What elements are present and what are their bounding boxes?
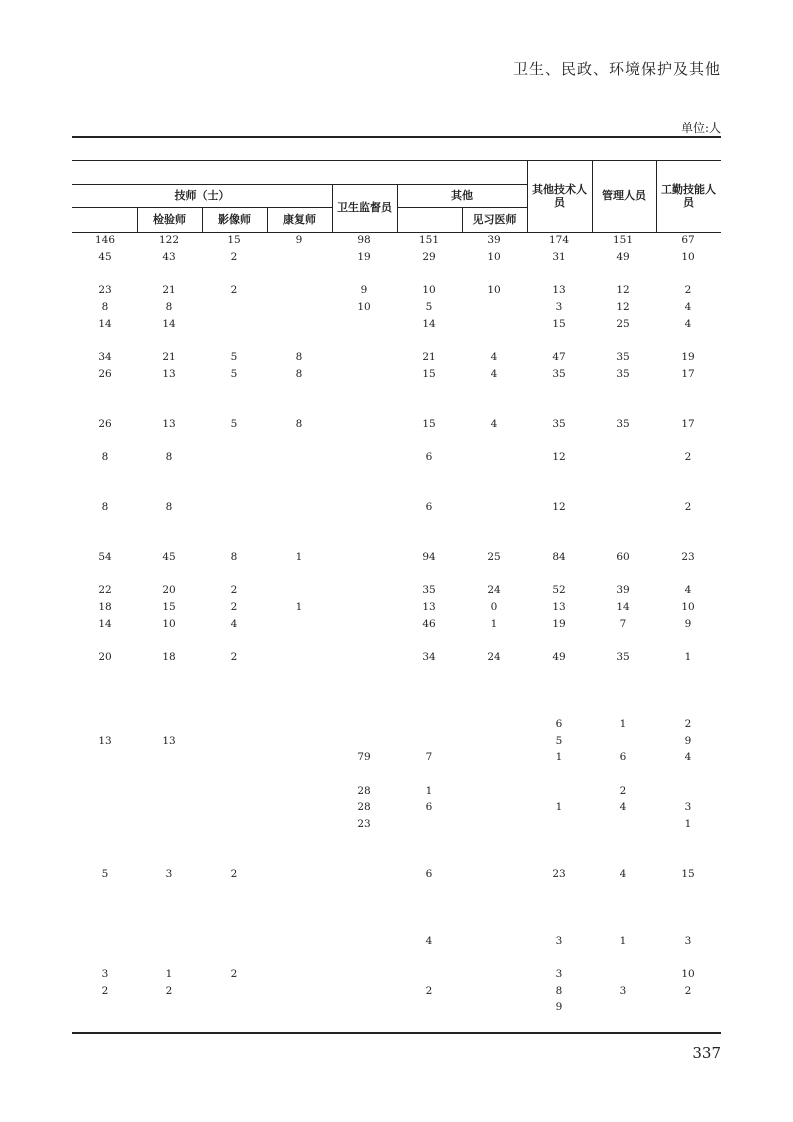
table-row — [72, 649, 721, 665]
table-cell: 5 — [555, 735, 563, 747]
table-cell: 7 — [619, 618, 627, 630]
table-cell: 8 — [295, 418, 303, 430]
table-cell: 67 — [681, 234, 695, 246]
table-cell: 31 — [552, 251, 566, 263]
table-cell: 3 — [555, 301, 563, 313]
table-cell: 21 — [162, 284, 176, 296]
table-row — [72, 316, 721, 332]
table-cell: 15 — [422, 368, 436, 380]
table-cell: 1 — [555, 801, 563, 813]
table-cell: 8 — [295, 368, 303, 380]
table-cell: 10 — [487, 251, 501, 263]
table-row — [72, 249, 721, 265]
table-cell: 35 — [616, 651, 630, 663]
table-cell: 4 — [230, 618, 238, 630]
table-cell: 60 — [616, 551, 630, 563]
table-row — [72, 983, 721, 999]
page-number: 337 — [692, 1044, 721, 1062]
table-cell: 13 — [422, 601, 436, 613]
table-row — [72, 999, 721, 1015]
table-cell: 3 — [555, 968, 563, 980]
table-cell: 35 — [616, 368, 630, 380]
table-row — [72, 866, 721, 882]
table-cell: 7 — [425, 751, 433, 763]
table-cell: 10 — [162, 618, 176, 630]
table-cell: 3 — [684, 935, 692, 947]
table-cell: 28 — [357, 801, 371, 813]
table-cell: 34 — [98, 351, 112, 363]
table-cell: 25 — [487, 551, 501, 563]
table-cell: 94 — [422, 551, 436, 563]
table-cell: 2 — [165, 985, 173, 997]
table-row — [72, 282, 721, 298]
table-cell: 52 — [552, 584, 566, 596]
bottom-rule — [72, 1032, 721, 1034]
table-row — [72, 816, 721, 832]
header-imaging: 影像师 — [218, 213, 251, 226]
table-cell: 14 — [162, 318, 176, 330]
table-cell: 34 — [422, 651, 436, 663]
table-cell: 122 — [158, 234, 180, 246]
table-cell: 4 — [490, 418, 498, 430]
table-cell: 4 — [490, 368, 498, 380]
table-cell: 14 — [422, 318, 436, 330]
header-rehab: 康复师 — [283, 213, 316, 226]
table-cell: 26 — [98, 368, 112, 380]
table-cell: 13 — [98, 735, 112, 747]
table-cell: 2 — [230, 601, 238, 613]
table-cell: 6 — [619, 751, 627, 763]
table-cell: 22 — [98, 584, 112, 596]
table-row — [72, 582, 721, 598]
table-cell: 5 — [425, 301, 433, 313]
table-cell: 23 — [681, 551, 695, 563]
top-rule — [72, 136, 721, 138]
table-cell: 46 — [422, 618, 436, 630]
table-cell: 29 — [422, 251, 436, 263]
table-cell: 2 — [230, 968, 238, 980]
table-cell: 28 — [357, 785, 371, 797]
header-inspector: 检验师 — [153, 213, 186, 226]
table-cell: 24 — [487, 651, 501, 663]
table-cell: 2 — [230, 284, 238, 296]
table-cell: 14 — [98, 618, 112, 630]
table-cell: 4 — [490, 351, 498, 363]
table-cell: 12 — [616, 301, 630, 313]
header-intern-physician: 见习医师 — [472, 213, 517, 226]
table-cell: 35 — [616, 351, 630, 363]
table-cell: 1 — [295, 601, 303, 613]
table-cell: 35 — [552, 368, 566, 380]
table-row — [72, 783, 721, 799]
table-row — [72, 616, 721, 632]
table-cell: 8 — [165, 451, 173, 463]
table-cell: 17 — [681, 368, 695, 380]
table-cell: 6 — [555, 718, 563, 730]
table-cell: 35 — [616, 418, 630, 430]
table-cell: 45 — [98, 251, 112, 263]
table-cell: 4 — [684, 751, 692, 763]
table-cell: 1 — [165, 968, 173, 980]
table-cell: 19 — [552, 618, 566, 630]
table-cell: 10 — [681, 968, 695, 980]
table-cell: 19 — [681, 351, 695, 363]
table-cell: 1 — [555, 751, 563, 763]
table-cell: 35 — [422, 584, 436, 596]
table-cell: 8 — [230, 551, 238, 563]
table-cell: 12 — [552, 451, 566, 463]
table-cell: 5 — [230, 418, 238, 430]
header-service-worker: 工勤技能人员 — [661, 183, 716, 209]
table-cell: 1 — [619, 935, 627, 947]
table-cell: 98 — [357, 234, 371, 246]
table-row — [72, 416, 721, 432]
table-cell: 2 — [684, 718, 692, 730]
table-cell: 4 — [619, 801, 627, 813]
table-cell: 15 — [227, 234, 241, 246]
table-cell: 9 — [684, 618, 692, 630]
header-health-supervisor: 卫生监督员 — [337, 201, 392, 214]
table-cell: 8 — [555, 985, 563, 997]
table-cell: 49 — [552, 651, 566, 663]
table-cell: 39 — [487, 234, 501, 246]
table-row — [72, 966, 721, 982]
table-cell: 47 — [552, 351, 566, 363]
table-cell: 0 — [490, 601, 498, 613]
table-cell: 6 — [425, 868, 433, 880]
table-row — [72, 716, 721, 732]
table-cell: 6 — [425, 801, 433, 813]
table-cell: 4 — [684, 301, 692, 313]
table-cell: 15 — [552, 318, 566, 330]
table-cell: 2 — [684, 451, 692, 463]
table-cell: 5 — [230, 368, 238, 380]
table-cell: 3 — [619, 985, 627, 997]
table-cell: 10 — [487, 284, 501, 296]
table-cell: 1 — [490, 618, 498, 630]
table-row — [72, 449, 721, 465]
header-other-technical-staff: 其他技术人员 — [532, 183, 587, 209]
table-cell: 24 — [487, 584, 501, 596]
table-cell: 54 — [98, 551, 112, 563]
table-cell: 3 — [684, 801, 692, 813]
header-group-other: 其他 — [451, 189, 473, 202]
table-cell: 1 — [425, 785, 433, 797]
table-cell: 9 — [684, 735, 692, 747]
table-cell: 23 — [98, 284, 112, 296]
table-row — [72, 349, 721, 365]
table-cell: 49 — [616, 251, 630, 263]
table-cell: 2 — [684, 501, 692, 513]
table-cell: 1 — [295, 551, 303, 563]
table-cell: 79 — [357, 751, 371, 763]
divider — [527, 160, 528, 232]
table-cell: 6 — [425, 501, 433, 513]
table-cell: 3 — [555, 935, 563, 947]
table-cell: 5 — [101, 868, 109, 880]
table-cell: 25 — [616, 318, 630, 330]
table-row — [72, 799, 721, 815]
table-cell: 174 — [548, 234, 570, 246]
table-cell: 1 — [619, 718, 627, 730]
section-title: 卫生、民政、环境保护及其他 — [512, 60, 721, 78]
header-mid-rule — [72, 184, 527, 185]
table-cell: 20 — [98, 651, 112, 663]
table-cell: 8 — [295, 351, 303, 363]
table-cell: 17 — [681, 418, 695, 430]
table-cell: 15 — [422, 418, 436, 430]
table-cell: 43 — [162, 251, 176, 263]
header-group-technician: 技师（士） — [174, 189, 230, 202]
table-cell: 15 — [162, 601, 176, 613]
table-cell: 18 — [98, 601, 112, 613]
table-cell: 1 — [684, 818, 692, 830]
table-cell: 10 — [422, 284, 436, 296]
table-cell: 9 — [555, 1001, 563, 1013]
table-cell: 3 — [165, 868, 173, 880]
table-cell: 2 — [230, 584, 238, 596]
table-cell: 3 — [101, 968, 109, 980]
table-cell: 14 — [98, 318, 112, 330]
table-row — [72, 933, 721, 949]
table-cell: 84 — [552, 551, 566, 563]
table-cell: 2 — [230, 868, 238, 880]
table-row — [72, 549, 721, 565]
table-cell: 2 — [230, 251, 238, 263]
table-cell: 9 — [360, 284, 368, 296]
table-cell: 2 — [230, 651, 238, 663]
table-cell: 10 — [357, 301, 371, 313]
table-cell: 26 — [98, 418, 112, 430]
table-cell: 23 — [552, 868, 566, 880]
table-cell: 13 — [552, 284, 566, 296]
table-cell: 4 — [684, 584, 692, 596]
table-cell: 12 — [616, 284, 630, 296]
table-cell: 6 — [425, 451, 433, 463]
table-row — [72, 599, 721, 615]
table-cell: 8 — [101, 451, 109, 463]
table-cell: 13 — [162, 368, 176, 380]
table-cell: 8 — [101, 301, 109, 313]
table-cell: 1 — [684, 651, 692, 663]
table-cell: 19 — [357, 251, 371, 263]
table-cell: 2 — [684, 284, 692, 296]
table-cell: 35 — [552, 418, 566, 430]
table-cell: 9 — [295, 234, 303, 246]
table-cell: 8 — [101, 501, 109, 513]
unit-label: 单位:人 — [680, 121, 721, 135]
table-cell: 45 — [162, 551, 176, 563]
table-row — [72, 299, 721, 315]
table-cell: 39 — [616, 584, 630, 596]
table-cell: 4 — [684, 318, 692, 330]
table-cell: 18 — [162, 651, 176, 663]
table-row — [72, 499, 721, 515]
table-cell: 2 — [619, 785, 627, 797]
table-cell: 2 — [684, 985, 692, 997]
table-cell: 13 — [162, 418, 176, 430]
divider — [656, 160, 657, 232]
header-top-rule — [72, 160, 721, 161]
table-cell: 23 — [357, 818, 371, 830]
table-cell: 2 — [101, 985, 109, 997]
table-cell: 10 — [681, 601, 695, 613]
table-cell: 8 — [165, 501, 173, 513]
table-cell: 21 — [162, 351, 176, 363]
table-cell: 2 — [425, 985, 433, 997]
table-cell: 21 — [422, 351, 436, 363]
table-cell: 146 — [94, 234, 116, 246]
table-row — [72, 366, 721, 382]
table-cell: 20 — [162, 584, 176, 596]
table-cell: 13 — [552, 601, 566, 613]
table-cell: 4 — [619, 868, 627, 880]
header-management-staff: 管理人员 — [602, 189, 646, 202]
table-cell: 12 — [552, 501, 566, 513]
table-cell: 8 — [165, 301, 173, 313]
table-row — [72, 749, 721, 765]
table-cell: 4 — [425, 935, 433, 947]
table-cell: 151 — [612, 234, 634, 246]
table-cell: 15 — [681, 868, 695, 880]
table-cell: 14 — [616, 601, 630, 613]
table-cell: 151 — [418, 234, 440, 246]
table-cell: 13 — [162, 735, 176, 747]
table-cell: 5 — [230, 351, 238, 363]
table-row — [72, 733, 721, 749]
table-row — [72, 232, 721, 248]
table-cell: 10 — [681, 251, 695, 263]
